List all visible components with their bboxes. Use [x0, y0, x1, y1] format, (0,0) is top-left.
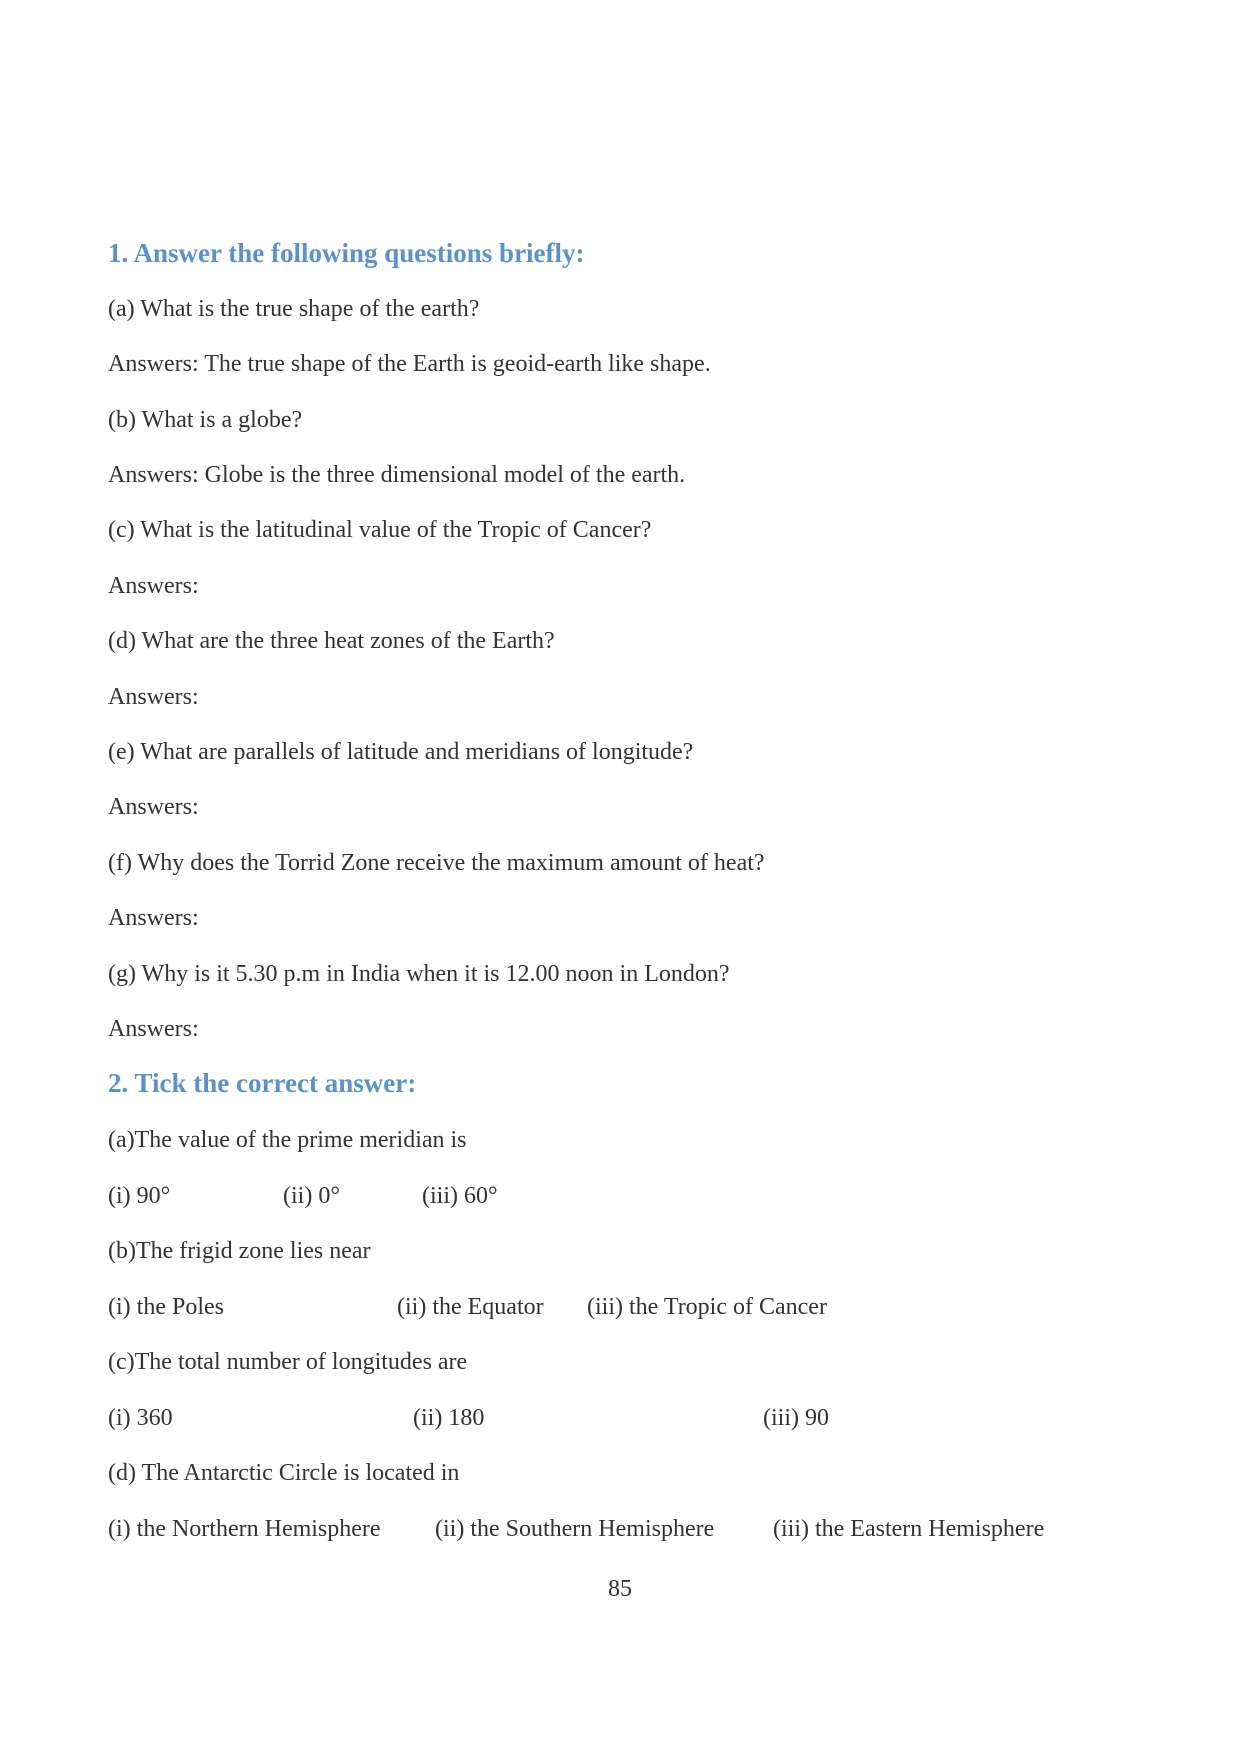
question-1b: (b) What is a globe? — [108, 407, 303, 433]
question-2a: (a)The value of the prime meridian is — [108, 1127, 467, 1153]
answer-1a: Answers: The true shape of the Earth is geoid-earth like shape. — [108, 351, 711, 377]
answer-1g: Answers: — [108, 1016, 199, 1042]
question-1c: (c) What is the latitudinal value of the Tropic of Cancer? — [108, 517, 652, 543]
option-2c-ii: (ii) 180 — [413, 1405, 485, 1431]
answer-1e: Answers: — [108, 794, 199, 820]
question-2c: (c)The total number of longitudes are — [108, 1349, 468, 1375]
option-2d-iii: (iii) the Eastern Hemisphere — [773, 1516, 1045, 1542]
answer-1f: Answers: — [108, 905, 199, 931]
answer-1b: Answers: Globe is the three dimensional model of the earth. — [108, 462, 686, 488]
option-2a-iii: (iii) 60° — [422, 1183, 498, 1209]
option-2d-i: (i) the Northern Hemisphere — [108, 1516, 381, 1542]
question-1d: (d) What are the three heat zones of the Earth? — [108, 628, 555, 654]
option-2a-ii: (ii) 0° — [283, 1183, 340, 1209]
answer-1c: Answers: — [108, 573, 199, 599]
option-2a-i: (i) 90° — [108, 1183, 171, 1209]
question-1g: (g) Why is it 5.30 p.m in India when it is 12.00 noon in London? — [108, 961, 730, 987]
question-2b: (b)The frigid zone lies near — [108, 1238, 371, 1264]
option-2d-ii: (ii) the Southern Hemisphere — [435, 1516, 715, 1542]
answer-1d: Answers: — [108, 684, 199, 710]
question-1f: (f) Why does the Torrid Zone receive the maximum amount of heat? — [108, 850, 765, 876]
option-2b-iii: (iii) the Tropic of Cancer — [587, 1294, 827, 1320]
question-2d: (d) The Antarctic Circle is located in — [108, 1460, 460, 1486]
question-1a: (a) What is the true shape of the earth? — [108, 296, 480, 322]
option-2c-i: (i) 360 — [108, 1405, 173, 1431]
option-2c-iii: (iii) 90 — [763, 1405, 829, 1431]
section-1-heading: 1. Answer the following questions briefly: — [108, 238, 585, 268]
page-number: 85 — [608, 1576, 632, 1602]
question-1e: (e) What are parallels of latitude and meridians of longitude? — [108, 739, 694, 765]
section-2-heading: 2. Tick the correct answer: — [108, 1068, 417, 1098]
option-2b-ii: (ii) the Equator — [397, 1294, 544, 1320]
option-2b-i: (i) the Poles — [108, 1294, 224, 1320]
